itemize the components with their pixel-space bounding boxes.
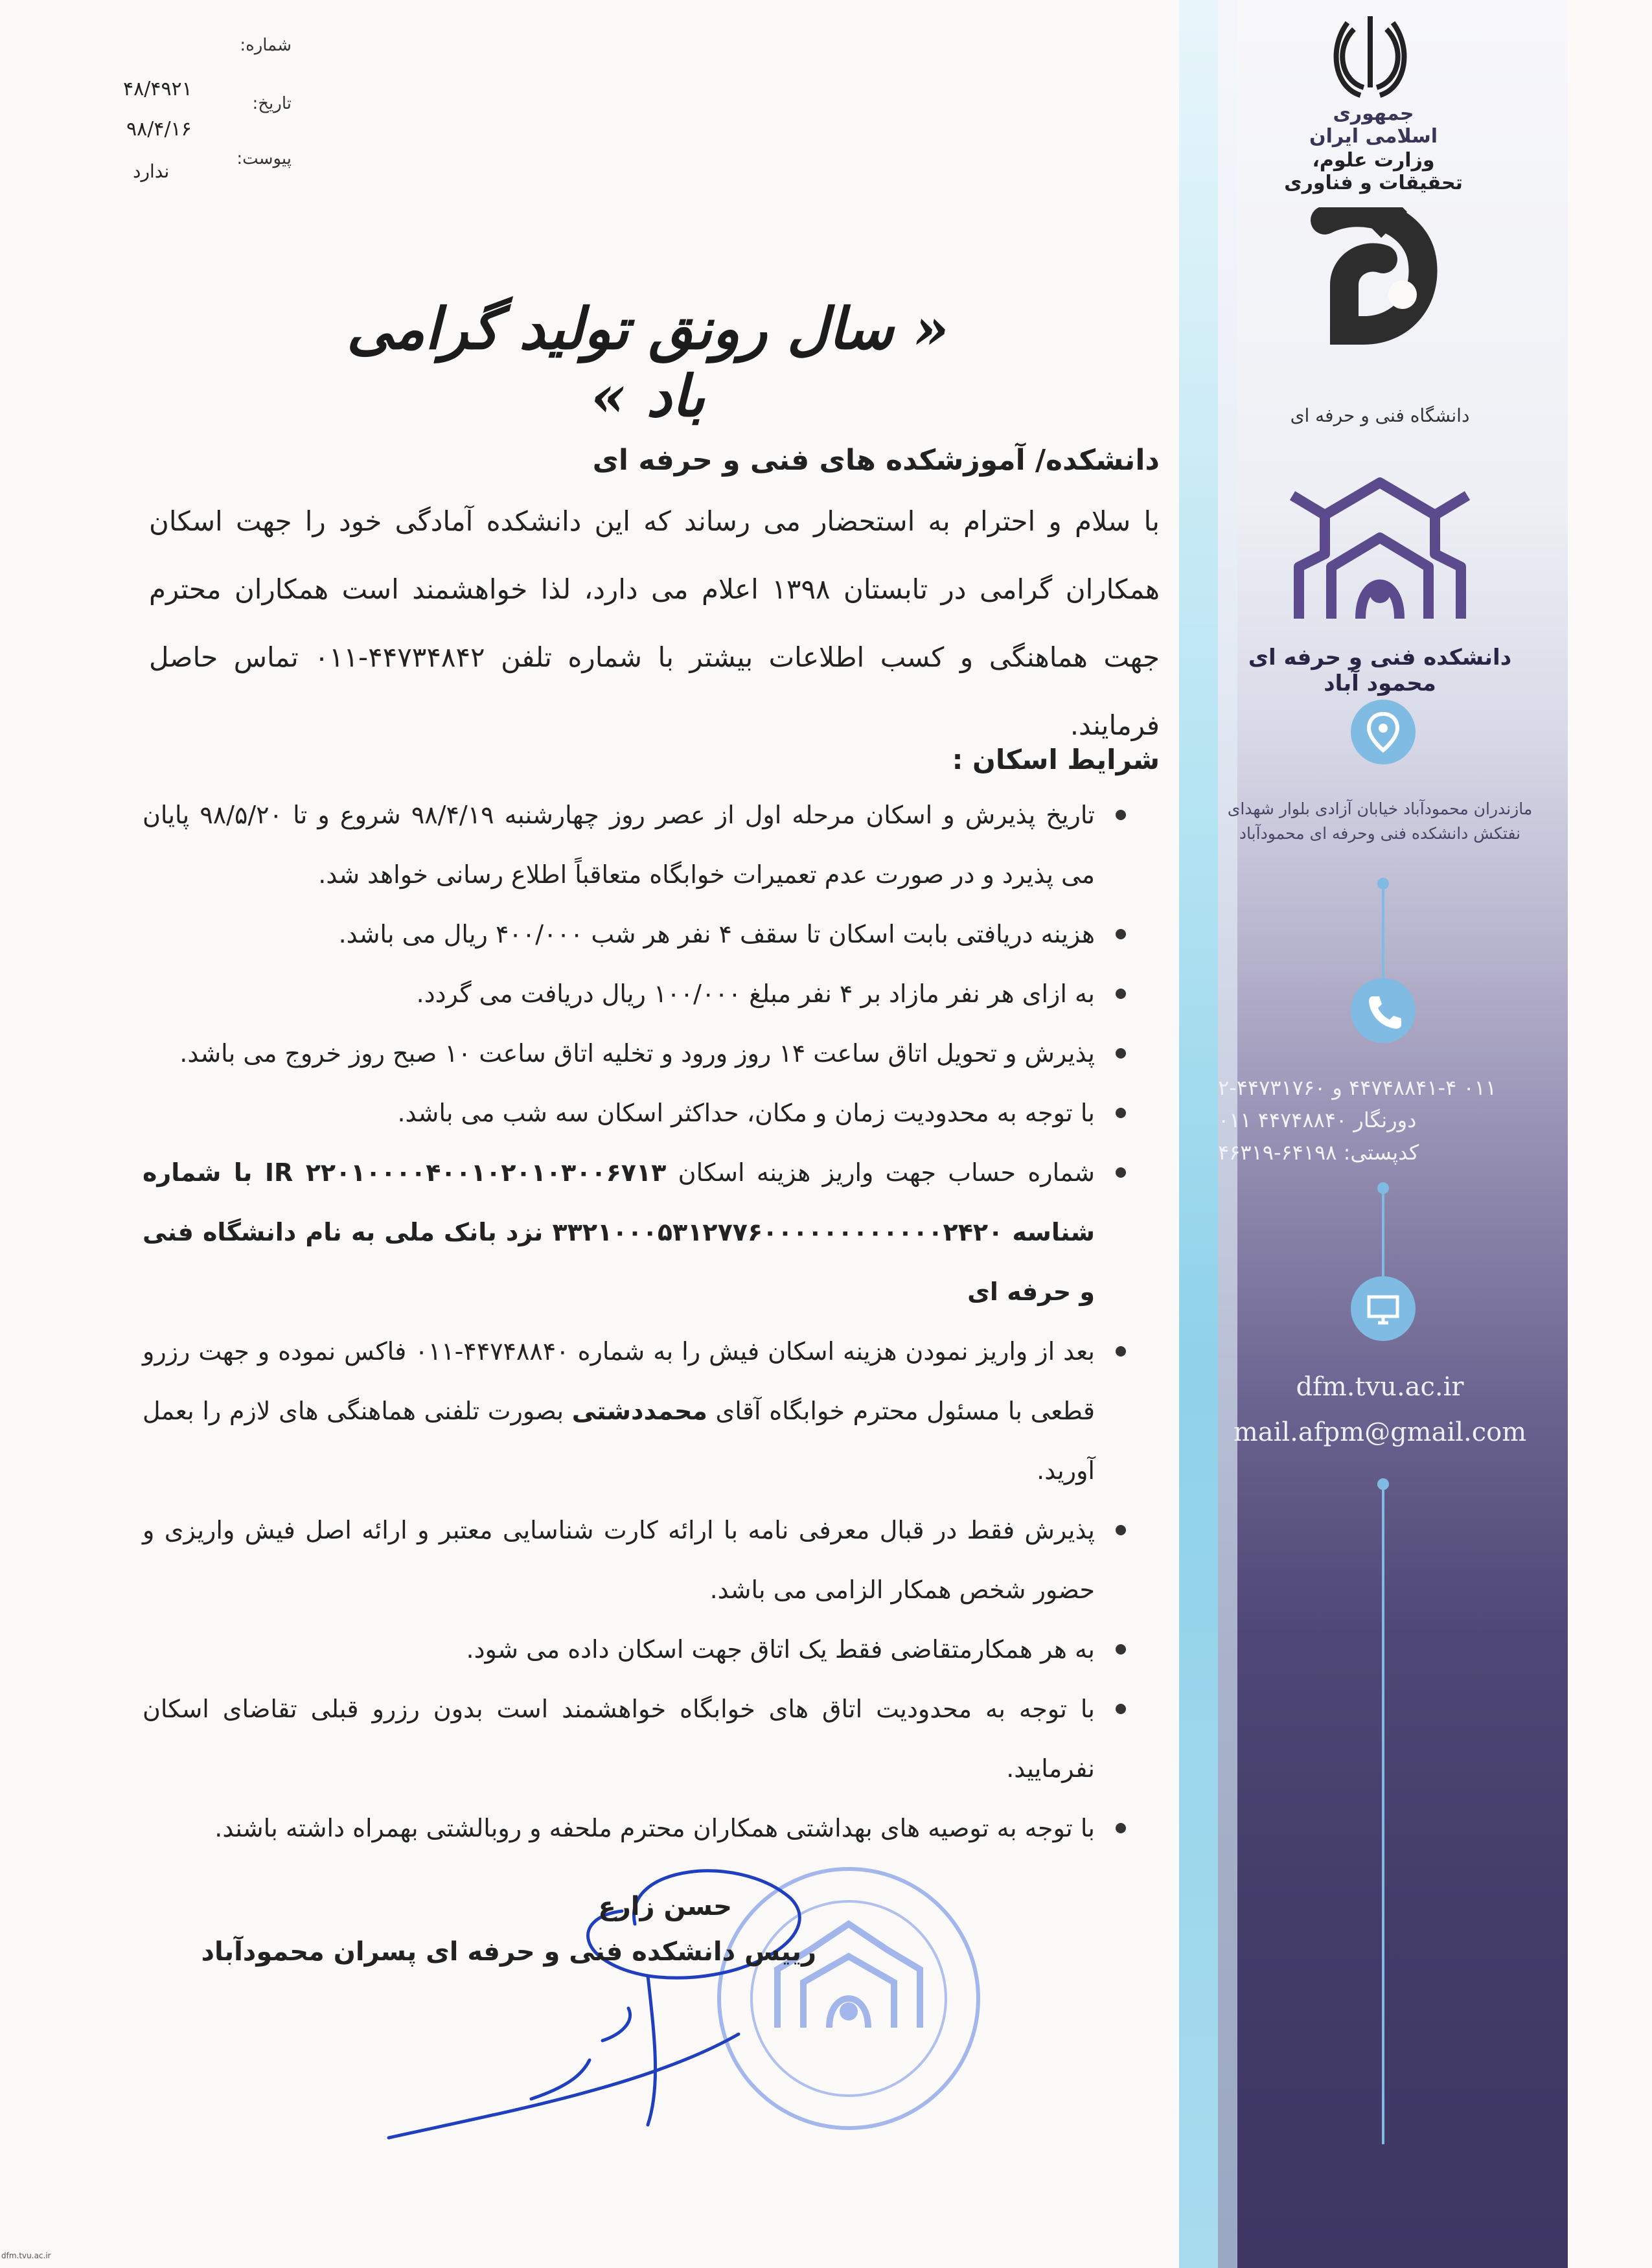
- slogan-title: « سال رونق تولید گرامی باد »: [347, 295, 949, 430]
- website-text: dfm.tvu.ac.ir: [1296, 1372, 1464, 1402]
- letterhead-sidebar: [1179, 0, 1568, 2268]
- condition-item: تاریخ پذیرش و اسکان مرحله اول از عصر روز چهارشنبه ۹۸/۴/۱۹ شروع و تا ۹۸/۵/۲۰ پایان می پذیرد و در صورت عدم تعمیرات خوابگاه متعاقباً اطلاع رسانی خواهد شد.: [143, 785, 1140, 904]
- college-logo-icon: [1286, 476, 1474, 632]
- university-logo-icon: [1305, 207, 1448, 376]
- conditions-list: [143, 785, 1140, 1858]
- condition-item: با توجه به محدودیت اتاق های خوابگاه خواهشمند است بدون رزرو قبلی تقاضای اسکان نفرمایید.: [143, 1679, 1140, 1798]
- phone-icon: [1351, 978, 1416, 1043]
- university-name: دانشگاه فنی و حرفه ای: [1290, 405, 1470, 426]
- conditions-title: شرایط اسکان :: [952, 744, 1160, 775]
- web-icon-circle: [1351, 1276, 1416, 1341]
- condition-item-payment: [143, 1322, 1140, 1500]
- condition-item: با توجه به توصیه های بهداشتی همکاران محترم ملحفه و روبالشتی بهمراه داشته باشند.: [143, 1798, 1140, 1858]
- college-name: دانشکده فنی و حرفه ای محمود آباد: [1248, 645, 1512, 696]
- divider-dot: [1377, 1478, 1389, 1490]
- account-text: شماره حساب جهت واریز هزینه اسکان: [666, 1158, 1095, 1187]
- dorm-officer-name: محمددشتی: [571, 1397, 707, 1425]
- divider-dot: [1377, 878, 1389, 889]
- account-number: IR ۲۲۰۱۰۰۰۰۴۰۰۱۰۲۰۱۰۳۰۰۶۷۱۳ با شماره شناسه ۳۳۲۱۰۰۰۵۳۱۲۷۷۶۰۰۰۰۰۰۰۰۰۰۰۰۲۴۲۰ نزد بانک ملی به نام دانشگاه فنی و حرفه ای: [143, 1158, 1095, 1306]
- payment-text-start: بعد از واریز نمودن هزینه اسکان فیش را به شماره ۴۴۷۴۸۸۴۰-۰۱۱ فاکس نموده و جهت رزرو قطعی با مسئول محترم خوابگاه آقای: [143, 1337, 1095, 1425]
- location-pin-icon: [1351, 700, 1416, 764]
- attachment-label: پیوست:: [236, 149, 292, 168]
- letter-intro: با سلام و احترام به استحضار می رساند که این دانشکده آمادگی خود را جهت اسکان همکاران گرامی در تابستان ۱۳۹۸ اعلام می دارد، لذا خواهشمند است همکاران محترم جهت هماهنگی و کسب اطلاعات بیشتر با شماره تلفن ۴۴۷۳۴۸۴۲-۰۱۱ تماس حاصل فرمایند.: [149, 505, 1160, 741]
- fax-number: دورنگار ۴۴۷۴۸۸۴۰ ۰۱۱: [1218, 1108, 1417, 1132]
- country-name: جمهوری اسلامی ایران: [1309, 102, 1438, 148]
- iran-emblem-icon: [1328, 10, 1412, 100]
- condition-item: به هر همکارمتقاضی فقط یک اتاق جهت اسکان داده می شود.: [143, 1620, 1140, 1679]
- condition-item: پذیرش فقط در قبال معرفی نامه با ارائه کارت شناسایی معتبر و ارائه اصل فیش واریزی و حضور شخص همکار الزامی می باشد.: [143, 1500, 1140, 1620]
- letter-date: ۹۸/۴/۱۶: [126, 118, 192, 141]
- monitor-icon: [1351, 1276, 1416, 1341]
- divider-line: [1382, 1193, 1384, 1277]
- letter-addressee: دانشکده/ آموزشکده های فنی و حرفه ای: [592, 444, 1160, 477]
- condition-item-account: [143, 1143, 1140, 1322]
- signatory-title: رییس دانشکده فنی و حرفه ای پسران محمودآباد: [201, 1937, 816, 1967]
- condition-item: با توجه به محدودیت زمان و مکان، حداکثر اسکان سه شب می باشد.: [143, 1083, 1140, 1143]
- divider-dot: [1377, 1182, 1389, 1194]
- ministry-name: وزارت علوم، تحقیقات و فناوری: [1284, 149, 1463, 194]
- number-label: شماره:: [240, 36, 292, 55]
- condition-item: هزینه دریافتی بابت اسکان تا سقف ۴ نفر هر شب ۴۰۰/۰۰۰ ریال می باشد.: [143, 904, 1140, 964]
- payment-text-end: بصورت تلفنی هماهنگی های لازم را بعمل آورید.: [143, 1397, 1095, 1485]
- postal-code: کدپستی: ۶۴۱۹۸-۴۶۳۱۹: [1218, 1140, 1419, 1165]
- condition-item: به ازای هر نفر مازاد بر ۴ نفر مبلغ ۱۰۰/۰۰۰ ریال دریافت می گردد.: [143, 964, 1140, 1024]
- footer-tag: dfm.tvu.ac.ir: [1, 2251, 51, 2260]
- signatory-name: حسن زارع: [598, 1892, 732, 1921]
- phone-icon-circle: [1351, 978, 1416, 1043]
- letter-number: ۴۸/۴۹۲۱: [123, 78, 192, 100]
- location-icon-circle: [1351, 700, 1416, 764]
- phone-numbers: ۰۱۱ ۴۴۷۴۸۸۴۱-۴ و ۴۴۷۳۱۷۶۰-۲: [1218, 1075, 1497, 1100]
- divider-line: [1382, 889, 1384, 979]
- letter-attachment: ندارد: [133, 161, 170, 182]
- date-label: تاریخ:: [252, 94, 292, 113]
- condition-item: پذیرش و تحویل اتاق ساعت ۱۴ روز ورود و تخلیه اتاق ساعت ۱۰ صبح روز خروج می باشد.: [143, 1024, 1140, 1083]
- divider-line: [1382, 1490, 1384, 2144]
- signature-scribble: [376, 1840, 933, 2144]
- address-text: مازندران محمودآباد خیابان آزادی بلوار شهدای نفتکش دانشکده فنی وحرفه ای محمودآباد: [1227, 799, 1533, 843]
- email-text: mail.afpm@gmail.com: [1233, 1417, 1527, 1447]
